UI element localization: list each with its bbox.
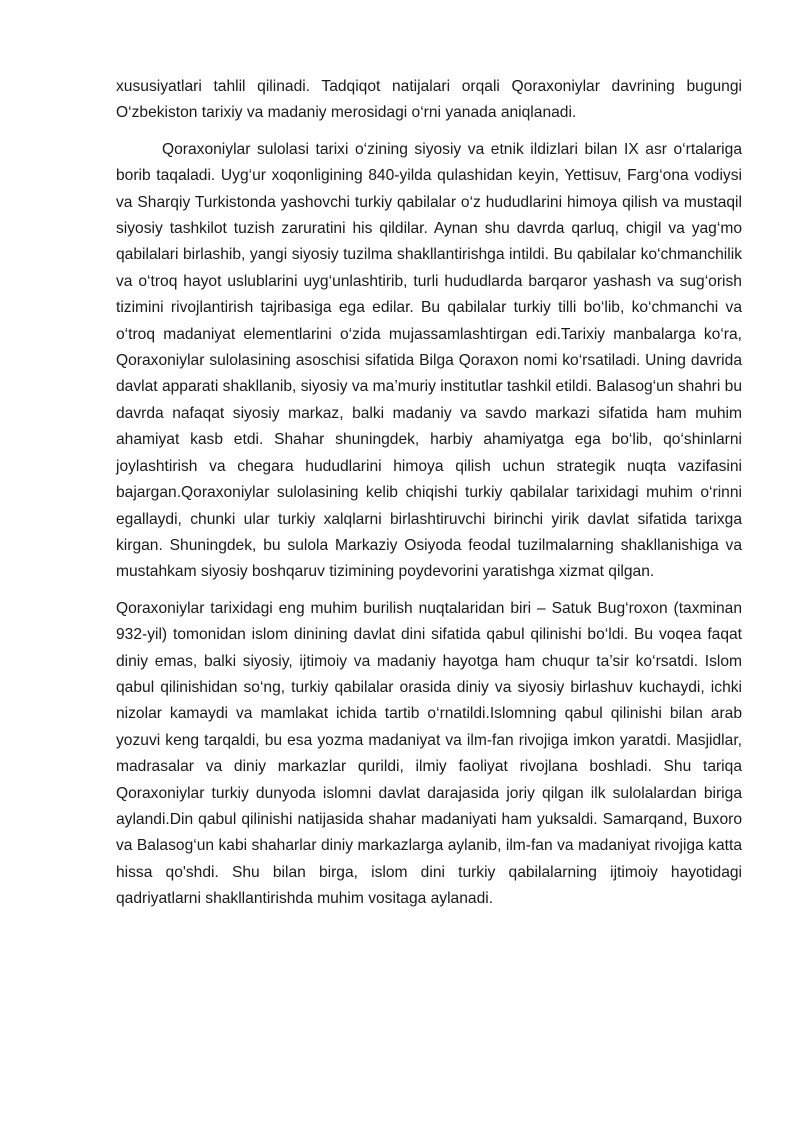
- paragraph-islam-adoption: Qoraxoniylar tarixidagi eng muhim burilish nuqtalaridan biri – Satuk Bug‘roxon (taxminan 932-yil) tomonidan islom dinining davlat dini sifatida qabul qilinishi bo‘ldi. Bu voqea faqat diniy emas, balki siyosiy, ijtimoiy va madaniy hayotga ham chuqur ta’sir ko‘rsatdi. Islom qabul qilinishidan so‘ng, turkiy qabilalar orasida diniy va siyosiy birlashuv kuchaydi, ichki nizolar kamaydi va mamlakat ichida tartib o‘rnatildi.Islomning qabul qilinishi bilan arab yozuvi keng tarqaldi, bu esa yozma madaniyat va ilm-fan rivojiga imkon yaratdi. Masjidlar, madrasalar va diniy markazlar qurildi, ilmiy faoliyat rivojlana boshladi. Shu tariqa Qoraxoniylar turkiy dunyoda islomni davlat darajasida joriy qilgan ilk sulolalardan biriga aylandi.Din qabul qilinishi natijasida shahar madaniyati ham yuksaldi. Samarqand, Buxoro va Balasog‘un kabi shaharlar diniy markazlarga aylanib, ilm-fan va madaniyat rivojiga katta hissa qo'shdi. Shu bilan birga, islom dini turkiy qabilalarning ijtimoiy hayotidagi qadriyatlarni shakllantirishda muhim vositaga aylanadi.: [116, 599, 742, 908]
- document-page: [116, 74, 742, 923]
- paragraph-intro-continuation: xususiyatlari tahlil qilinadi. Tadqiqot natijalari orqali Qoraxoniylar davrining bugungi O‘zbekiston tarixiy va madaniy merosidagi o‘rni yanada aniqlanadi.: [116, 78, 742, 122]
- paragraph-dynasty-origins: Qoraxoniylar sulolasi tarixi o‘zining siyosiy va etnik ildizlari bilan IX asr o‘rtalariga borib taqaladi. Uyg‘ur xoqonligining 840-yilda qulashidan keyin, Yettisuv, Farg‘ona vodiysi va Sharqiy Turkistonda yashovchi turkiy qabilalar o‘z hududlarini himoya qilish va mustaqil siyosiy tashkilot tuzish zaruratini his qildilar. Aynan shu davrda qarluq, chigil va yag‘mo qabilalari birlashib, yangi siyosiy tuzilma shakllantirishga intildi. Bu qabilalar ko‘chmanchilik va o‘troq hayot uslublarini uyg‘unlashtirib, turli hududlarda barqaror yashash va sug‘orish tizimini rivojlantirish tajribasiga ega edilar. Bu qabilalar turkiy tilli bo‘lib, ko‘chmanchi va o‘troq madaniyat elementlarini o‘zida mujassamlashtirgan edi.Tarixiy manbalarga ko‘ra, Qoraxoniylar sulolasining asoschisi sifatida Bilga Qoraxon nomi ko‘rsatiladi. Uning davrida davlat apparati shakllanib, siyosiy va ma’muriy institutlar tashkil etildi. Balasog‘un shahri bu davrda nafaqat siyosiy markaz, balki madaniy va savdo markazi sifatida ham muhim ahamiyat kasb etdi. Shahar shuningdek, harbiy ahamiyatga ega bo‘lib, qo‘shinlarni joylashtirish va chegara hududlarini himoya qilish uchun strategik nuqta vazifasini bajargan.Qoraxoniylar sulolasining kelib chiqishi turkiy qabilalar tarixidagi muhim o‘rinni egallaydi, chunki ular turkiy xalqlarni birlashtiruvchi birinchi yirik davlat sifatida tarixga kirgan. Shuningdek, bu sulola Markaziy Osiyoda feodal tuzilmalarning shakllanishiga va mustahkam siyosiy boshqaruv tizimining poydevorini yaratishga xizmat qilgan.: [116, 140, 742, 581]
